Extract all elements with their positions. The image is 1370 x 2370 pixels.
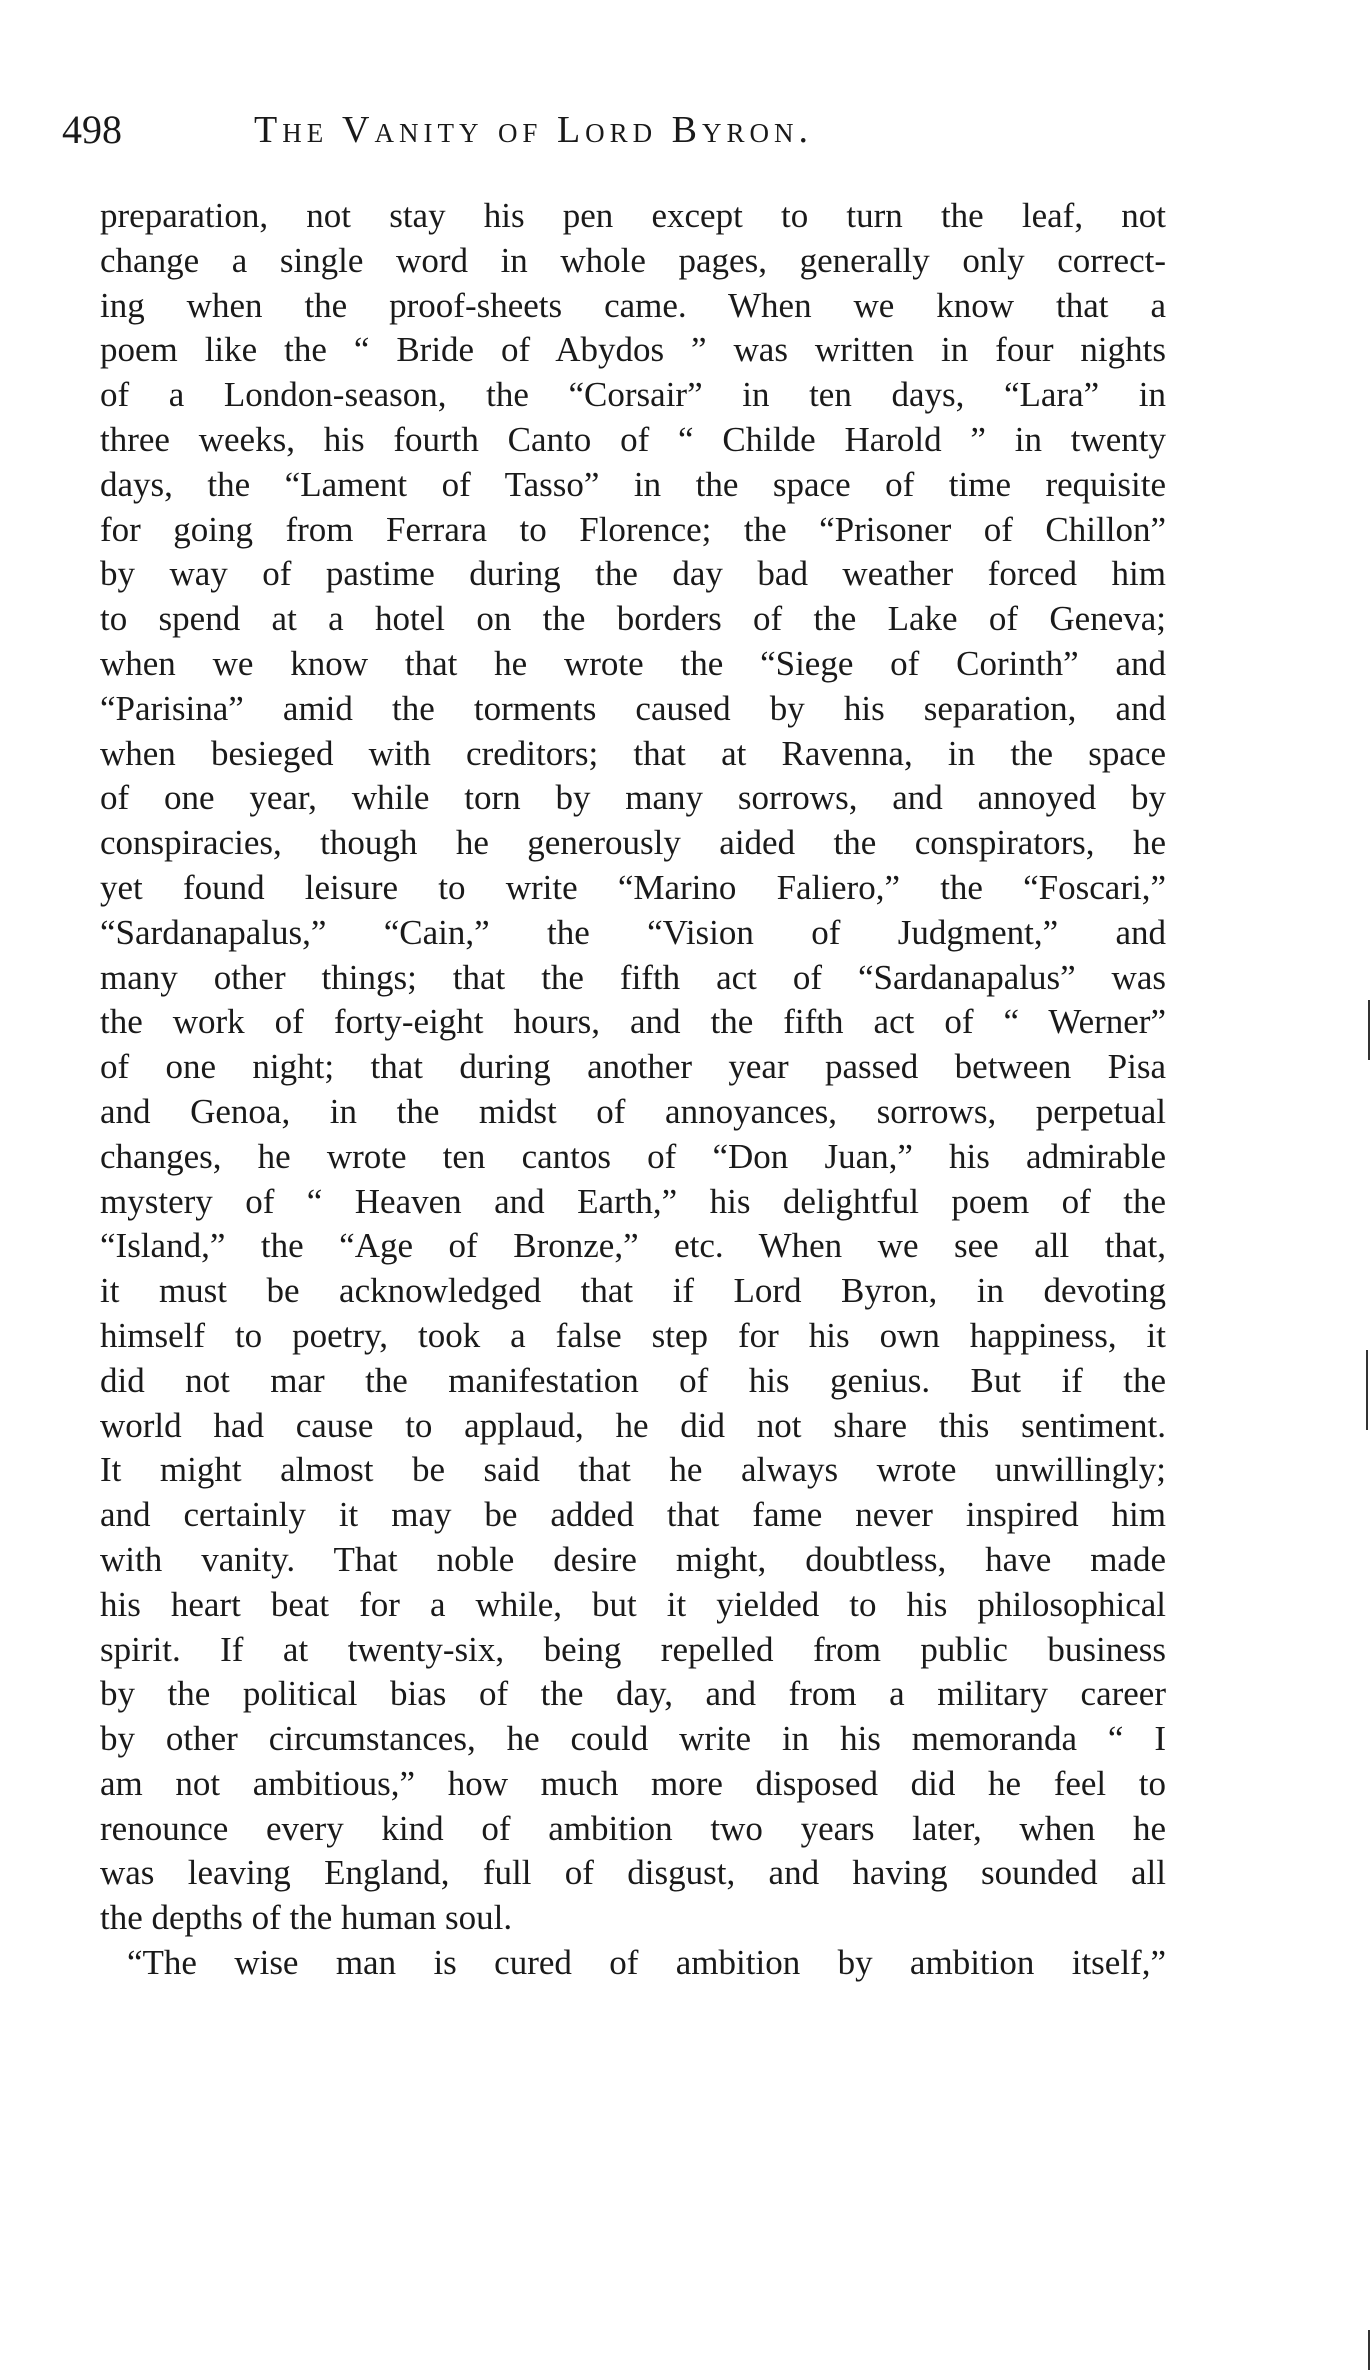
page-number: 498 xyxy=(62,107,122,152)
text-line: when besieged with creditors; that at Ravenna, in the space xyxy=(100,733,1166,773)
text-line: world had cause to applaud, he did not share this sentiment. xyxy=(100,1405,1166,1445)
text-line: and certainly it may be added that fame never inspired him xyxy=(100,1495,1166,1535)
text-line: “Island,” the “Age of Bronze,” etc. When we see all that, xyxy=(100,1226,1166,1266)
text-line: by way of pastime during the day bad weather forced him xyxy=(100,554,1166,594)
text-line: It might almost be said that he always wrote unwillingly; xyxy=(100,1450,1166,1490)
text-line: of one night; that during another year passed between Pisa xyxy=(100,1047,1166,1087)
text-line: poem like the “ Bride of Abydos ” was written in four nights xyxy=(100,330,1166,370)
text-line: spirit. If at twenty-six, being repelled from public business xyxy=(100,1629,1166,1669)
text-line: by the political bias of the day, and from a military career xyxy=(100,1674,1166,1714)
body-text xyxy=(100,194,1166,1986)
scan-mark xyxy=(1366,1350,1368,1430)
text-line: when we know that he wrote the “Siege of Corinth” and xyxy=(100,643,1166,683)
text-line: yet found leisure to write “Marino Faliero,” the “Foscari,” xyxy=(100,867,1166,907)
running-header xyxy=(62,106,1062,156)
text-line: of a London-season, the “Corsair” in ten days, “Lara” in xyxy=(100,375,1166,415)
text-line: for going from Ferrara to Florence; the “Prisoner of Chillon” xyxy=(100,509,1166,549)
text-line: did not mar the manifestation of his genius. But if the xyxy=(100,1360,1166,1400)
text-line: the depths of the human soul. xyxy=(100,1898,513,1938)
text-line: “Sardanapalus,” “Cain,” the “Vision of Judgment,” and xyxy=(100,912,1166,952)
text-line: his heart beat for a while, but it yielded to his philosophical xyxy=(100,1584,1166,1624)
text-line: change a single word in whole pages, generally only correct- xyxy=(100,240,1166,280)
text-line: mystery of “ Heaven and Earth,” his delightful poem of the xyxy=(100,1181,1166,1221)
text-line: of one year, while torn by many sorrows, and annoyed by xyxy=(100,778,1166,818)
text-line: with vanity. That noble desire might, doubtless, have made xyxy=(100,1539,1166,1579)
text-line: changes, he wrote ten cantos of “Don Juan,” his admirable xyxy=(100,1136,1166,1176)
text-line: and Genoa, in the midst of annoyances, sorrows, perpetual xyxy=(100,1091,1166,1131)
text-line: many other things; that the fifth act of “Sardanapalus” was xyxy=(100,957,1166,997)
running-title: The Vanity of Lord Byron. xyxy=(254,109,814,151)
text-line: “The wise man is cured of ambition by ambition itself,” xyxy=(127,1943,1166,1983)
text-line: preparation, not stay his pen except to turn the leaf, not xyxy=(100,196,1166,235)
text-line: days, the “Lament of Tasso” in the space of time requisite xyxy=(100,464,1166,504)
text-line: “Parisina” amid the torments caused by his separation, and xyxy=(100,688,1166,728)
text-line: to spend at a hotel on the borders of the Lake of Geneva; xyxy=(100,599,1166,639)
text-line: am not ambitious,” how much more disposed did he feel to xyxy=(100,1763,1166,1803)
text-line: was leaving England, full of disgust, and having sounded all xyxy=(100,1853,1166,1893)
text-line: renounce every kind of ambition two years later, when he xyxy=(100,1808,1166,1848)
text-line: it must be acknowledged that if Lord Byron, in devoting xyxy=(100,1271,1166,1311)
text-line: the work of forty-eight hours, and the fifth act of “ Werner” xyxy=(100,1002,1166,1042)
text-line: conspiracies, though he generously aided the conspirators, he xyxy=(100,823,1166,863)
text-line: three weeks, his fourth Canto of “ Childe Harold ” in twenty xyxy=(100,419,1166,459)
text-line: himself to poetry, took a false step for his own happiness, it xyxy=(100,1315,1166,1355)
text-line: ing when the proof-sheets came. When we know that a xyxy=(100,285,1166,325)
text-line: by other circumstances, he could write in his memoranda “ I xyxy=(100,1719,1166,1759)
